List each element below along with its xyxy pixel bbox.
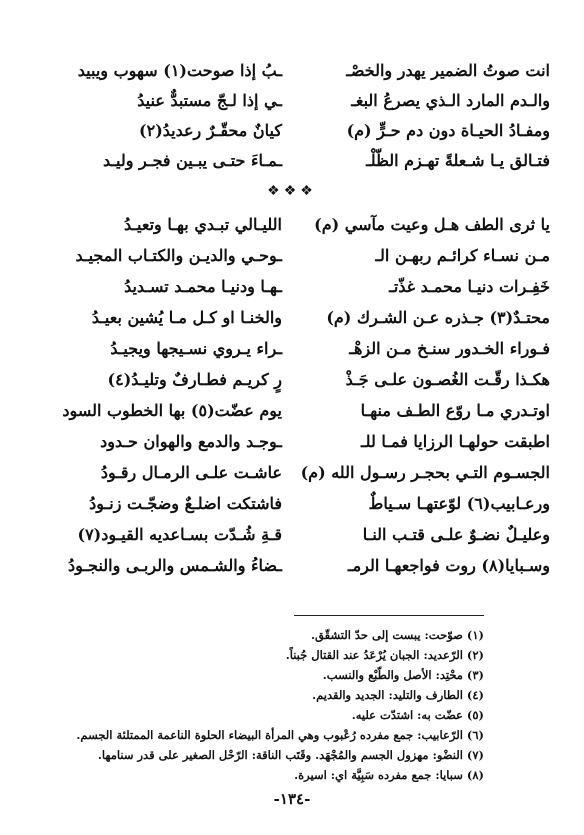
verse-second-hemistich: فاشتكت اضلـعٌ وضجّـت زنـودُ [89,494,282,513]
verse-first-hemistich: ومفـادُ الحيـاة دون دم حـرٍّ (م) [346,121,550,140]
page-number: -١٣٤- [273,790,311,808]
verse-first-hemistich: والـدم المارد الـذي يصرعُ البغـ [351,91,550,110]
verse-first-hemistich: الجسـوم التـي بحجـر رسـول الله (م) [300,463,550,482]
verse-first-hemistich: اطبقت حولهـا الرزايا فمـا للـ [360,432,550,451]
footnote-separator [294,615,484,616]
verse-second-hemistich: ـي إذا لـجّ مستبدٌّ عنيدُ [137,91,282,110]
verse-line [34,86,550,116]
footnote: (١) صوّحت: يبست إلى حدّ التشقّق. [311,628,484,642]
verse-line [34,551,550,581]
verse-second-hemistich: يوم عضّت(٥) بها الخطوب السود [62,401,282,420]
verse-line [34,116,550,146]
verse-second-hemistich: عاشـت علـى الرمـال رقـودُ [100,463,282,482]
verse-second-hemistich: ـمـاءَ حتـى يبـين فجـر وليـد [102,151,282,170]
verse-first-hemistich: هكـذا رقّـت الغُصـون علـى جَـذْ [345,370,550,389]
verse-first-hemistich: فـوراء الخـدور سنـخ مـن الزهْـ [349,339,550,358]
verse-first-hemistich: وسـبايا(٨) روت فواجعهـا الرمـ [347,556,550,575]
verse-second-hemistich: ـهـا ودنيـا محمـد تسـديدُ [124,277,282,296]
verse-first-hemistich: محتـدٌ(٣) جـذره عـن الشـرك (م) [326,308,550,327]
footnote: (٥) عضّت به: اشتدّت عليه. [351,708,484,722]
verse-second-hemistich: قـةِ شُـدّت بسـاعديه القيـود(٧) [77,525,282,544]
verse-second-hemistich: ـراء يـروي نسـيجها ويجيـدُ [110,339,282,358]
verse-first-hemistich: يا ثرى الطف هـل وعيت مآسي (م) [314,215,550,234]
verse-line [34,365,550,395]
section-divider: ❖❖❖ [267,183,317,199]
footnote: (٤) الطارف والتليد: الجديد والقديم. [312,688,484,702]
verse-second-hemistich: الليـالي تبـدي بهـا وتعيـدُ [123,215,282,234]
verse-second-hemistich: ـبُ إذا صوحت(١) سهوب ويبيد [77,61,282,80]
footnote: (٨) سبايا: جمع مفرده سَبِيَّة اي: اسيرة. [294,768,484,782]
verse-first-hemistich: انت صوتُ الضمير يهدر والخصْـ [346,61,550,80]
verse-line [34,210,550,240]
verse-second-hemistich: والخنـا او كـل مـا يُشين بعيـدُ [91,308,282,327]
footnote: (٧) النضْو: مهزول الجسم والمُجْهَد. وقَتَب الناقة: الرّحْل الصغير على قدر سنامها. [97,748,484,762]
verse-line [34,146,550,176]
verse-line [34,489,550,519]
footnote: (٢) الرّعديد: الجبان يُرْعَدُ عند القتال جُبناً. [285,648,484,662]
verse-first-hemistich: مـن نسـاء كرائـم ربهـن الـ [375,246,550,265]
verse-first-hemistich: وعليـلٌ نضـوٌ علـى قتـب النـا [362,525,550,544]
verse-line [34,396,550,426]
verse-first-hemistich: ورعـابيب(٦) لوّعتهـا سـياطٌ [368,494,550,513]
footnote: (٣) محْتِد: الأصل والطّبْع والنسب. [322,668,484,682]
verse-line [34,56,550,86]
verse-second-hemistich: ـوجـد والدمع والهوان حـدود [100,432,282,451]
verse-first-hemistich: خَفِـرات دنيـا محمـد غذّتـ [389,277,550,296]
verse-line [34,520,550,550]
verse-first-hemistich: اوتـدري مـا روّع الطـف منهـا [360,401,550,420]
verse-line [34,272,550,302]
verse-line [34,241,550,271]
verse-second-hemistich: كيانٌ محقّـرٌ رعديدُ(٢) [139,121,282,140]
verse-line [34,334,550,364]
verse-second-hemistich: ـوحـي والديـن والكتـاب المجيـد [75,246,282,265]
footnote: (٦) الرّعابيب: جمع مفرده رُعْبوب وهي المرأة البيضاء الحلوة الناعمة الممتلئة الجسم. [76,728,484,742]
verse-first-hemistich: فتـالق يـا شـعلةً تهـزم الظّلْـ [366,151,550,170]
verse-line [34,303,550,333]
verse-line [34,427,550,457]
verse-line [34,458,550,488]
verse-second-hemistich: ـضاءُ والشـمس والربـى والنجـودُ [68,556,282,575]
verse-second-hemistich: رٍ كريـم فطـارفٌ وتليـدُ(٤) [107,370,282,389]
